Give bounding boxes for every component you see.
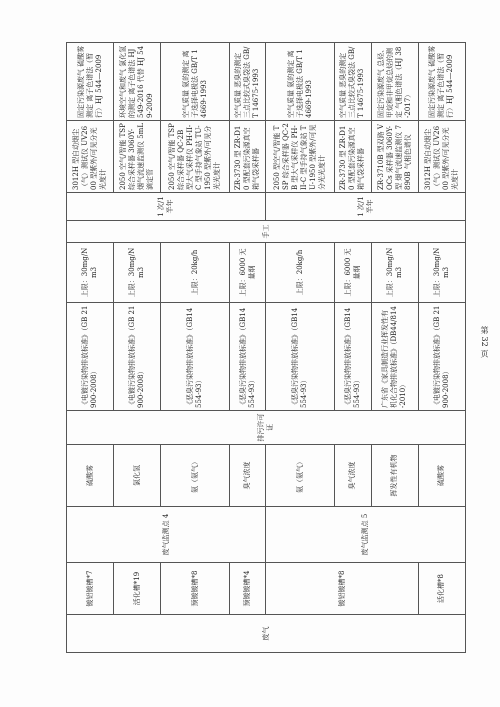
permit-cell: 排污许可证 [67,411,466,445]
equipment-cell: 2050 空气/智能 TSP 综合采样器 QC-2B 型大气采样仪 PH-II-C 型手持气象站 TU-1950 型紫外/可见分光光度计 [161,121,230,193]
source-cell: 预镀镀槽*8 [161,563,230,615]
limit-cell: 上限：30mg/Nm3 [114,243,161,303]
pollutant-cell: 挥发性有机物 [371,445,418,507]
equipment-cell: ZR-3730 型 ZR-D10 型配套污染源真空箱气袋采样器 [335,121,371,193]
limit-cell: 上限：30mg/Nm3 [371,243,418,303]
equipment-cell: 3012H 型自动烟尘（气）测试仪 UV2600 型紫外/可见分光光度计 [67,121,114,193]
method-cell: 空气质量 氨的测定 离子选择电极法 GB/T 14669-1993 [161,43,230,121]
pollutant-cell: 臭气浓度 [335,445,371,507]
method-cell: 环境空气和废气 氯化氢的测定 离子色谱法 HJ 549-2016 代替 HJ 549-2009 [114,43,161,121]
point-cell: 废气监测点 4 [67,507,266,563]
limit-cell: 上限：20kg/h [266,243,335,303]
method-cell: 空气质量 恶臭的测定 三点比较式臭袋法 GB/T 14675-1993 [335,43,371,121]
equipment-cell: 2050 型空气/智能 TSP 综合采样器 QC-2B 型大气采样仪 PH-II-C 型手持气象站 TU-1950 型紫外/可见分光光度计 [266,121,335,193]
limit-cell: 上限：6000 无量纲 [335,243,371,303]
limit-cell: 上限：20kg/h [161,243,230,303]
equipment-cell: ZR-3710B 型双路 VOCs 采样器 3060Y-型 烟气流速监测仪 7890B 气相色谱仪 [371,121,418,193]
pollutant-cell: 硫酸雾 [418,445,465,507]
table-row [67,43,114,653]
rotated-table-wrapper [66,43,466,653]
monitoring-table [66,42,466,653]
equipment-cell: 2050 空气/智能 TSP 综合采样器 3060Y-烟气流速监测仪 5mL 滴定管 [114,121,161,193]
source-cell: 镀铝镀槽*8 [266,563,418,615]
limit-cell: 上限：30mg/Nm3 [418,243,465,303]
pollutant-cell: 硫酸雾 [67,445,114,507]
category-cell: 废气 [67,615,466,653]
pollutant-cell: 氨（氨气） [161,445,230,507]
freq-cell: 1 次/1 半年 [266,193,466,221]
method-cell: 固定污染源废气 总烃、甲烷和非甲烷总烃的测定 气相色谱法（HJ 38-2017） [371,43,418,121]
standard-cell: 《恶臭污染物排放标准》（GB14554-93） [266,303,335,411]
method-cell: 固定污染源废气 硫酸雾测定 离子色谱法（暂行）HJ 544—2009 [67,43,114,121]
equipment-cell: 3012H 型自动烟尘（气）测试仪 UV2600 型紫外/可见分光光度计 [418,121,465,193]
page-number: 第 32 页 [480,326,489,358]
standard-cell: 《恶臭污染物排放标准》（GB14554-93） [230,303,266,411]
method-cell: 固定污染源废气 硫酸雾测定 离子色谱法（暂行）HJ 544—2009 [418,43,465,121]
source-cell: 活化槽*19 [114,563,161,615]
standard-cell: 《电镀污染物排放标准》（GB 21900-2008） [418,303,465,411]
freq-cell: 1 次/1 半年 [67,193,266,221]
point-cell: 废气监测点 5 [266,507,466,563]
equipment-cell: ZR-3730 型 ZR-D10 型配套污染源真空箱气袋采样器 [230,121,266,193]
mode-cell: 手工 [67,221,466,243]
standard-cell: 《电镀污染物排放标准》（GB 21900-2008） [67,303,114,411]
limit-cell: 上限：30mg/Nm3 [67,243,114,303]
source-cell: 预镀镀槽*4 [230,563,266,615]
source-cell: 活化槽*8 [418,563,465,615]
standard-cell: 《电镀污染物排放标准》（GB 21900-2008） [114,303,161,411]
limit-cell: 上限：6000 无量纲 [230,243,266,303]
method-cell: 空气质量 氨的测定 离子选择电极法 GB/T 14669-1993 [266,43,335,121]
source-cell: 镀铝镀槽*7 [67,563,114,615]
pollutant-cell: 氨（氨气） [266,445,335,507]
standard-cell: 广东省《家具制造行业挥发性有机化合物排放标准》（DB44/814-2010） [371,303,418,411]
standard-cell: 《恶臭污染物排放标准》（GB14554-93） [335,303,371,411]
method-cell: 空气质量 恶臭的测定 三点比较式臭袋法 GB/T 14675-1993 [230,43,266,121]
table-row [266,43,335,653]
standard-cell: 《恶臭污染物排放标准》（GB14554-93） [161,303,230,411]
pollutant-cell: 氯化氢 [114,445,161,507]
pollutant-cell: 臭气浓度 [230,445,266,507]
